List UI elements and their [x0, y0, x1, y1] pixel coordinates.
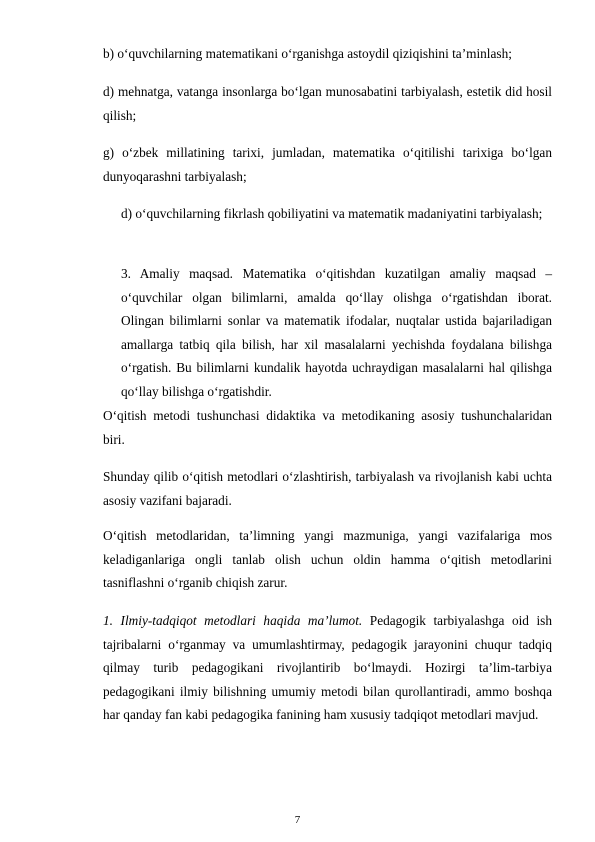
paragraph-teaching-method: O‘qitish metodi tushunchasi didaktika va metodikaning asosiy tushunchalaridan biri.: [103, 408, 552, 447]
paragraph-body: Pedagogik tarbiyalashga oid ish tajribalarni o‘rganmay va umumlashtirmay, pedagogik jarayonini chuqur tadqiq qilmay turib pedagogikani rivojlantirib bo‘lmaydi. Hozirgi ta’lim-tarbiya pedagogikani ilmiy bilishning umumiy metodi bilan qurollantiradi, ammo boshqa har qanday fan kabi pedagogika fanining ham xususiy tadqiqot metodlari mavjud.: [103, 613, 553, 722]
paragraph-research-methods: [103, 609, 552, 727]
page-number: 7: [294, 814, 301, 826]
paragraph-practical-goal: 3. Amaliy maqsad. Matematika o‘qitishdan kuzatilgan amaliy maqsad – o‘quvchilar olgan bilimlarni, amalda qo‘llay olishga o‘rgatishdan iborat. Olingan bilimlarni sonlar va matematik ifodalar, nuqtalar ustida bajariladigan amallarga tatbiq qila bilish, har xil masalalarni yechishda foydalana bilishga o‘rgatish. Bu bilimlarni kundalik hayotda uchraydigan masalalarni hal qilishga qo‘llay bilishga o‘rgatishdir.: [121, 266, 552, 399]
paragraph-goal-d1: d) mehnatga, vatanga insonlarga bo‘lgan munosabatini tarbiyalash, estetik did hosil qilish;: [103, 84, 552, 123]
section-heading: 1. Ilmiy-tadqiqot metodlari haqida ma’lumot.: [103, 613, 363, 628]
paragraph-goal-b: b) o‘quvchilarning matematikani o‘rganishga astoydil qiziqishini ta’minlash;: [103, 46, 512, 61]
paragraph-method-selection: O‘qitish metodlaridan, ta’limning yangi mazmuniga, yangi vazifalariga mos keladiganlariga ongli tanlab olish uchun oldin hamma o‘qitish metodlarini tasniflashni o‘rganib chiqish zarur.: [103, 528, 552, 590]
paragraph-goal-g: g) o‘zbek millatining tarixi, jumladan, matematika o‘qitilishi tarixiga bo‘lgan dunyoqarashni tarbiyalash;: [103, 145, 552, 184]
paragraph-method-tasks: Shunday qilib o‘qitish metodlari o‘zlashtirish, tarbiyalash va rivojlanish kabi uchta asosiy vazifani bajaradi.: [103, 469, 552, 508]
paragraph-goal-d2: d) o‘quvchilarning fikrlash qobiliyatini va matematik madaniyatini tarbiyalash;: [121, 206, 543, 221]
